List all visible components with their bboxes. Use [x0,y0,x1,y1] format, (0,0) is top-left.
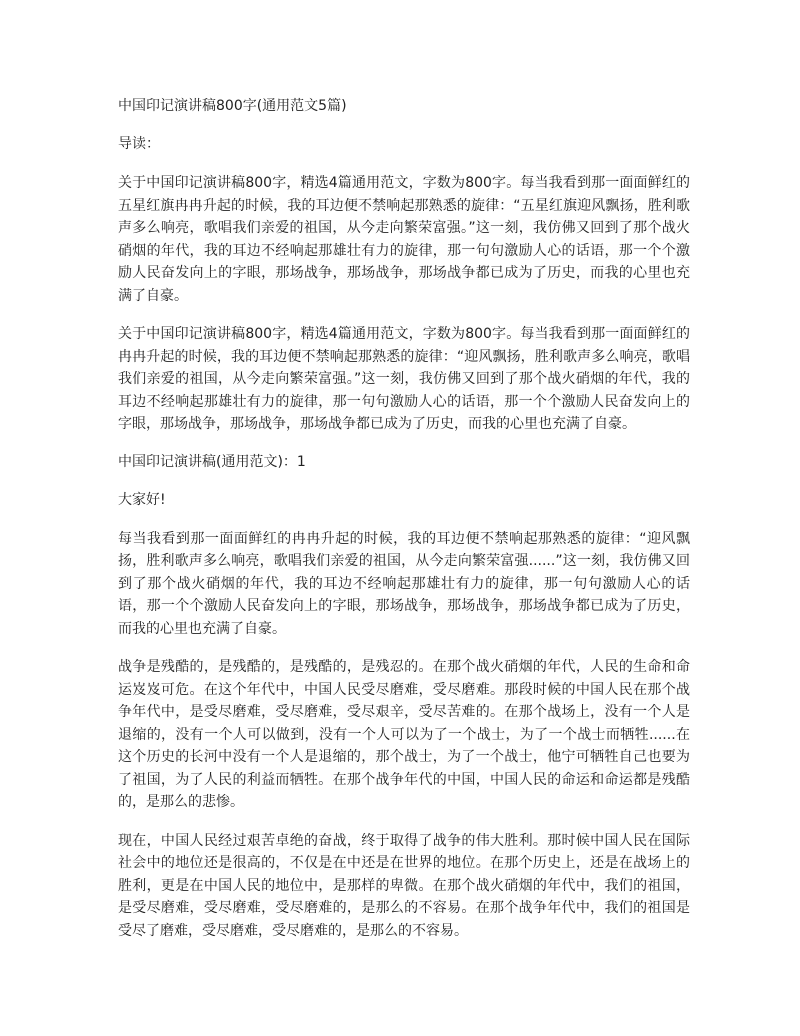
intro-paragraph-1: 关于中国印记演讲稿800字，精选4篇通用范文，字数为800字。每当我看到那一面面鲜红的五星红旗冉冉升起的时候，我的耳边便不禁响起那熟悉的旋律：“五星红旗迎风飘扬，胜利歌声多么响亮，歌唱我们亲爱的祖国，从今走向繁荣富强。”这一刻，我仿佛又回到了那个战火硝烟的年代，我的耳边不经响起那雄壮有力的旋律，那一句句激励人心的话语，那一个个激励人民奋发向上的字眼，那场战争，那场战争，那场战争都已成为了历史，而我的心里也充满了自豪。 [118,175,690,304]
document-page [118,96,690,942]
greeting: 大家好! [118,491,166,508]
document-title: 中国印记演讲稿800字(通用范文5篇) [118,98,347,114]
body-paragraph-3: 现在，中国人民经过艰苦卓绝的奋战，终于取得了战争的伟大胜利。那时候中国人民在国际社会中的地位还是很高的，不仅是在中还是在世界的地位。在那个历史上，还是在战场上的胜利，更是在中国人民的地位中，是那样的卑微。在那个战火硝烟的年代中，我们的祖国，是受尽磨难，受尽磨难，受尽磨难的，是那么的不容易。在那个战争年代中，我们的祖国是受尽了磨难，受尽磨难，受尽磨难的，是那么的不容易。 [118,832,690,939]
body-paragraph-1: 每当我看到那一面面鲜红的冉冉升起的时候，我的耳边便不禁响起那熟悉的旋律：“迎风飘扬，胜利歌声多么响亮，歌唱我们亲爱的祖国，从今走向繁荣富强......”这一刻，我仿佛又回到了那个战火硝烟的年代，我的耳边不经响起那雄壮有力的旋律，那一句句激励人心的话语，那一个个激励人民奋发向上的字眼，那场战争，那场战争，那场战争都已成为了历史，而我的心里也充满了自豪。 [118,530,690,637]
section-heading: 中国印记演讲稿(通用范文)：1 [118,453,306,470]
body-paragraph-2: 战争是残酷的，是残酷的，是残酷的，是残忍的。在那个战火硝烟的年代，人民的生命和命运岌岌可危。在这个年代中，中国人民受尽磨难，受尽磨难。那段时候的中国人民在那个战争年代中，是受尽磨难，受尽磨难，受尽艰辛，受尽苦难的。在那个战场上，没有一个人是退缩的，没有一个人可以做到，没有一个人可以为了一个战士，为了一个战士而牺牲......在这个历史的长河中没有一个人是退缩的，那个战士，为了一个战士，他宁可牺牲自己也要为了祖国，为了人民的利益而牺牲。在那个战争年代的中国，中国人民的命运和命运都是残酷的，是那么的悲惨。 [118,659,690,810]
guide-label: 导读： [118,136,160,152]
intro-paragraph-2: 关于中国印记演讲稿800字，精选4篇通用范文，字数为800字。每当我看到那一面面鲜红的冉冉升起的时候，我的耳边便不禁响起那熟悉的旋律：“迎风飘扬，胜利歌声多么响亮，歌唱我们亲爱的祖国，从今走向繁荣富强。”这一刻，我仿佛又回到了那个战火硝烟的年代，我的耳边不经响起那雄壮有力的旋律，那一句句激励人心的话语，那一个个激励人民奋发向上的字眼，那场战争，那场战争，那场战争都已成为了历史，而我的心里也充满了自豪。 [118,326,690,432]
